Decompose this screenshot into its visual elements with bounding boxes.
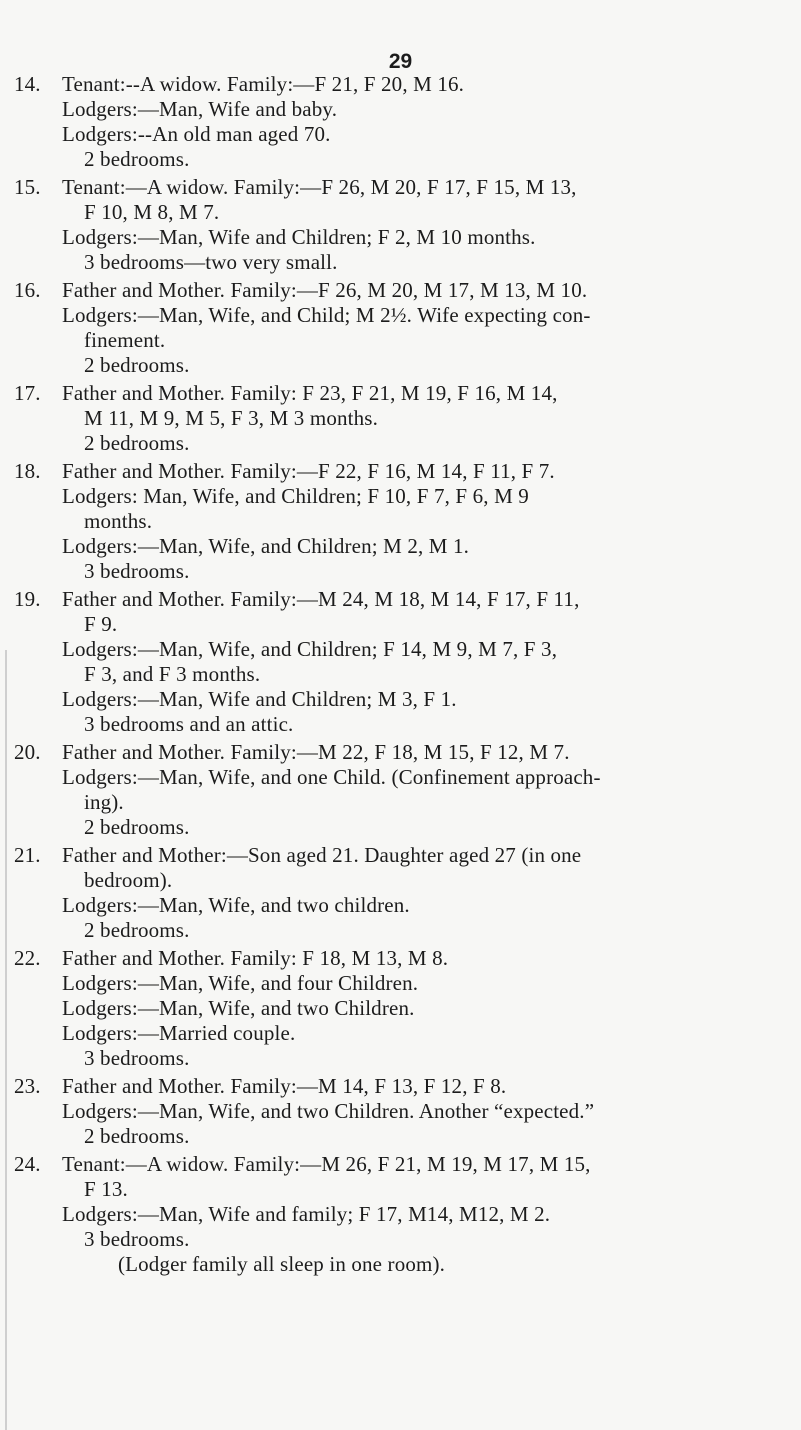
entry-line: bedroom). xyxy=(84,868,173,892)
entry-line: 2 bedrooms. xyxy=(84,1124,190,1148)
entry-line: Lodgers:—Man, Wife and baby. xyxy=(62,97,338,121)
entry-line: Father and Mother. Family:—F 22, F 16, M 14, F 11, F 7. xyxy=(62,459,555,483)
entry-line: ing). xyxy=(84,790,124,814)
entry-line: (Lodger family all sleep in one room). xyxy=(118,1252,446,1276)
entry-line: 2 bedrooms. xyxy=(84,918,190,942)
entry-line: Father and Mother. Family:—F 26, M 20, M 17, M 13, M 10. xyxy=(62,278,588,302)
entry-number: 21. xyxy=(14,843,41,867)
entry-number: 15. xyxy=(14,175,41,199)
entry-number: 18. xyxy=(14,459,41,483)
entry-line: 3 bedrooms. xyxy=(84,1227,190,1251)
page-number: 29 xyxy=(388,50,413,73)
entry-line: F 3, and F 3 months. xyxy=(84,662,261,686)
entry-line: Father and Mother. Family:—M 22, F 18, M 15, F 12, M 7. xyxy=(62,740,570,764)
entry-number: 17. xyxy=(14,381,41,405)
entry-line: months. xyxy=(84,509,153,533)
entry-line: F 10, M 8, M 7. xyxy=(84,200,220,224)
entry-line: Lodgers:—Man, Wife, and Children; M 2, M 1. xyxy=(62,534,470,558)
entry-line: Lodgers:—Man, Wife and Children; F 2, M 10 months. xyxy=(62,225,536,249)
entry-number: 19. xyxy=(14,587,41,611)
entry-line: Lodgers:—Man, Wife and Children; M 3, F 1. xyxy=(62,687,457,711)
entry-line: Lodgers:—Man, Wife, and Children; F 14, M 9, M 7, F 3, xyxy=(62,637,558,661)
entry-line: Lodgers:--An old man aged 70. xyxy=(62,122,331,146)
entry-line: Lodgers:—Man, Wife, and two children. xyxy=(62,893,410,917)
entry-number: 23. xyxy=(14,1074,41,1098)
entry-line: F 13. xyxy=(84,1177,128,1201)
entry-line: Lodgers:—Man, Wife, and four Children. xyxy=(62,971,419,995)
entry-line: Lodgers:—Man, Wife, and Child; M 2½. Wife expecting con- xyxy=(62,303,591,327)
entry-line: finement. xyxy=(84,328,166,352)
entry-line: Tenant:--A widow. Family:—F 21, F 20, M 16. xyxy=(62,72,465,96)
entry-line: Tenant:—A widow. Family:—F 26, M 20, F 17, F 15, M 13, xyxy=(62,175,577,199)
entry-line: F 9. xyxy=(84,612,118,636)
entry-line: 3 bedrooms. xyxy=(84,559,190,583)
margin-rule xyxy=(5,650,7,1430)
entry-number: 14. xyxy=(14,72,41,96)
entry-line: 2 bedrooms. xyxy=(84,815,190,839)
entry-line: Father and Mother. Family: F 18, M 13, M 8. xyxy=(62,946,449,970)
entry-line: Lodgers: Man, Wife, and Children; F 10, F 7, F 6, M 9 xyxy=(62,484,529,508)
entry-number: 22. xyxy=(14,946,41,970)
entry-line: Father and Mother:—Son aged 21. Daughter aged 27 (in one xyxy=(62,843,582,867)
entry-line: Lodgers:—Man, Wife, and two Children. xyxy=(62,996,415,1020)
entry-line: 2 bedrooms. xyxy=(84,147,190,171)
entry-line: 3 bedrooms. xyxy=(84,1046,190,1070)
entry-line: Lodgers:—Man, Wife, and one Child. (Confinement approach- xyxy=(62,765,601,789)
entry-line: Father and Mother. Family:—M 24, M 18, M 14, F 17, F 11, xyxy=(62,587,580,611)
entry-line: Father and Mother. Family: F 23, F 21, M 19, F 16, M 14, xyxy=(62,381,558,405)
entry-number: 20. xyxy=(14,740,41,764)
entry-line: Father and Mother. Family:—M 14, F 13, F 12, F 8. xyxy=(62,1074,507,1098)
entry-line: Lodgers:—Married couple. xyxy=(62,1021,296,1045)
entry-line: M 11, M 9, M 5, F 3, M 3 months. xyxy=(84,406,378,430)
entry-line: 3 bedrooms and an attic. xyxy=(84,712,294,736)
entry-line: Tenant:—A widow. Family:—M 26, F 21, M 19, M 17, M 15, xyxy=(62,1152,591,1176)
entry-number: 16. xyxy=(14,278,41,302)
entry-line: 2 bedrooms. xyxy=(84,431,190,455)
entry-line: Lodgers:—Man, Wife and family; F 17, M14, M12, M 2. xyxy=(62,1202,551,1226)
entry-line: 3 bedrooms—two very small. xyxy=(84,250,338,274)
entry-line: Lodgers:—Man, Wife, and two Children. Another “expected.” xyxy=(62,1099,595,1123)
entry-number: 24. xyxy=(14,1152,41,1176)
entry-line: 2 bedrooms. xyxy=(84,353,190,377)
